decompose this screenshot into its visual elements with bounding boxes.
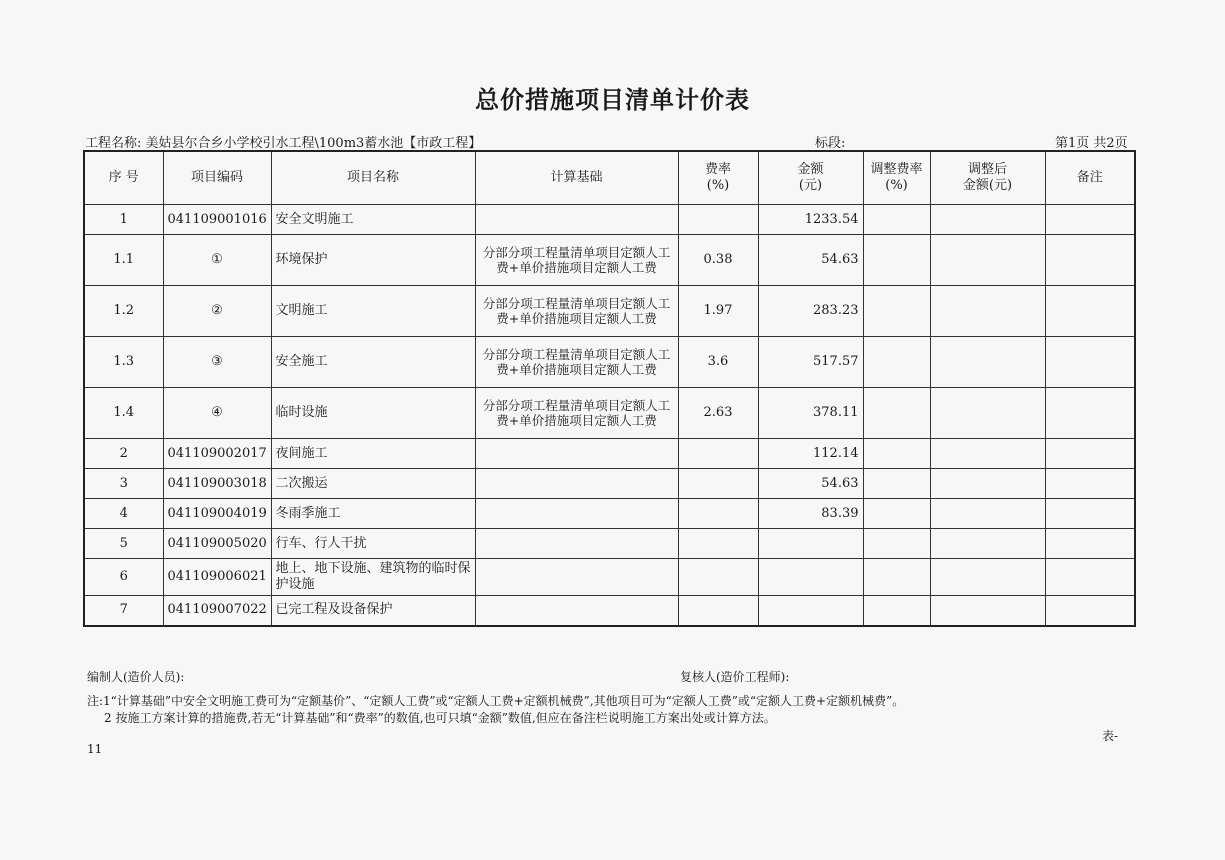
cell-basis [475,469,678,499]
table-row [84,596,1135,626]
cell-remark [1045,529,1135,559]
cell-amount: 283.23 [758,286,863,337]
table-row [84,388,1135,439]
cell-name: 临时设施 [271,388,475,439]
cell-code: 041109002017 [163,439,271,469]
cell-adjusted-rate [863,596,930,626]
cell-rate [678,205,758,235]
cell-adjusted-amount [930,286,1045,337]
cell-adjusted-amount [930,529,1045,559]
cell-name: 夜间施工 [271,439,475,469]
cell-basis [475,205,678,235]
cell-rate: 3.6 [678,337,758,388]
cell-adjusted-amount [930,596,1045,626]
cell-remark [1045,235,1135,286]
cell-basis [475,596,678,626]
note-1: 注:1“计算基础”中安全文明施工费可为“定额基价”、“定额人工费”或“定额人工费+定额机械费”,其他项目可为“定额人工费”或“定额人工费+定额机械费”。 [87,694,905,708]
cell-rate [678,559,758,596]
cell-amount: 83.39 [758,499,863,529]
cell-basis [475,499,678,529]
cell-basis [475,559,678,596]
cell-rate [678,469,758,499]
cell-amount: 112.14 [758,439,863,469]
form-number-label: 表- [1102,729,1119,743]
table-row [84,235,1135,286]
cell-adjusted-amount [930,439,1045,469]
cell-basis: 分部分项工程量清单项目定额人工费+单价措施项目定额人工费 [475,235,678,286]
table-header-row [84,151,1135,205]
cell-adjusted-rate [863,205,930,235]
cell-basis: 分部分项工程量清单项目定额人工费+单价措施项目定额人工费 [475,388,678,439]
cell-seq: 3 [84,469,163,499]
col-header-seq: 序 号 [84,151,163,205]
cell-remark [1045,596,1135,626]
cell-amount: 378.11 [758,388,863,439]
cell-seq: 5 [84,529,163,559]
cell-rate [678,439,758,469]
table-row [84,439,1135,469]
cell-remark [1045,469,1135,499]
cell-remark [1045,559,1135,596]
cell-amount: 517.57 [758,337,863,388]
cell-basis: 分部分项工程量清单项目定额人工费+单价措施项目定额人工费 [475,286,678,337]
cell-name: 二次搬运 [271,469,475,499]
cell-name: 环境保护 [271,235,475,286]
col-header-name: 项目名称 [271,151,475,205]
cell-adjusted-amount [930,337,1045,388]
cell-code: 041109005020 [163,529,271,559]
cell-code: 041109003018 [163,469,271,499]
measures-pricing-table [83,150,1136,627]
cell-name: 行车、行人干扰 [271,529,475,559]
cell-adjusted-rate [863,235,930,286]
cell-adjusted-amount [930,235,1045,286]
cell-adjusted-rate [863,529,930,559]
cell-adjusted-amount [930,559,1045,596]
col-header-amount: 金额 (元) [758,151,863,205]
col-header-remark: 备注 [1045,151,1135,205]
page-number: 11 [87,742,103,756]
cell-remark [1045,286,1135,337]
cell-rate: 1.97 [678,286,758,337]
page-count-label: 第1页 共2页 [1055,136,1128,151]
table-row [84,286,1135,337]
cell-rate [678,596,758,626]
cell-adjusted-amount [930,388,1045,439]
col-header-adjusted-rate: 调整费率 (%) [863,151,930,205]
cell-code: 041109006021 [163,559,271,596]
cell-seq: 6 [84,559,163,596]
cell-seq: 7 [84,596,163,626]
cell-code: 041109001016 [163,205,271,235]
table-row [84,205,1135,235]
cell-seq: 1.4 [84,388,163,439]
cell-adjusted-rate [863,337,930,388]
cell-amount: 54.63 [758,235,863,286]
cell-amount [758,596,863,626]
cell-amount [758,529,863,559]
cell-rate [678,529,758,559]
cell-adjusted-rate [863,388,930,439]
table-row [84,529,1135,559]
table-row [84,499,1135,529]
cell-code: ① [163,235,271,286]
cell-adjusted-rate [863,469,930,499]
cell-remark [1045,388,1135,439]
cell-adjusted-rate [863,559,930,596]
cell-adjusted-amount [930,469,1045,499]
section-label: 标段: [815,136,846,151]
cell-amount: 1233.54 [758,205,863,235]
cell-adjusted-rate [863,439,930,469]
col-header-adjusted-amount: 调整后 金额(元) [930,151,1045,205]
table-row [84,559,1135,596]
project-name-label: 工程名称: 美姑县尔合乡小学校引水工程\100m3蓄水池【市政工程】 [85,136,482,151]
cell-seq: 1 [84,205,163,235]
cell-basis [475,439,678,469]
cell-name: 已完工程及设备保护 [271,596,475,626]
compiler-label: 编制人(造价人员): [87,670,185,684]
note-2: 2 按施工方案计算的措施费,若无“计算基础”和“费率”的数值,也可只填“金额”数值,但应在备注栏说明施工方案出处或计算方法。 [104,711,776,725]
cell-adjusted-rate [863,499,930,529]
cell-code: ② [163,286,271,337]
cell-remark [1045,439,1135,469]
cell-remark [1045,205,1135,235]
table-row [84,469,1135,499]
cell-name: 安全施工 [271,337,475,388]
col-header-code: 项目编码 [163,151,271,205]
cell-remark [1045,337,1135,388]
cell-adjusted-amount [930,499,1045,529]
col-header-rate: 费率 (%) [678,151,758,205]
cell-remark [1045,499,1135,529]
cell-code: ④ [163,388,271,439]
cell-rate: 0.38 [678,235,758,286]
cell-code: 041109004019 [163,499,271,529]
page-title: 总价措施项目清单计价表 [475,86,750,114]
cell-amount [758,559,863,596]
cell-seq: 1.3 [84,337,163,388]
cell-basis: 分部分项工程量清单项目定额人工费+单价措施项目定额人工费 [475,337,678,388]
cell-name: 地上、地下设施、建筑物的临时保护设施 [271,559,475,596]
cell-code: ③ [163,337,271,388]
cell-rate [678,499,758,529]
cell-code: 041109007022 [163,596,271,626]
cell-basis [475,529,678,559]
cell-adjusted-rate [863,286,930,337]
cell-seq: 4 [84,499,163,529]
cell-amount: 54.63 [758,469,863,499]
cell-name: 安全文明施工 [271,205,475,235]
cell-seq: 2 [84,439,163,469]
table-row [84,337,1135,388]
cell-adjusted-amount [930,205,1045,235]
cell-name: 冬雨季施工 [271,499,475,529]
cell-rate: 2.63 [678,388,758,439]
cell-seq: 1.1 [84,235,163,286]
reviewer-label: 复核人(造价工程师): [680,670,790,684]
col-header-basis: 计算基础 [475,151,678,205]
cell-seq: 1.2 [84,286,163,337]
cell-name: 文明施工 [271,286,475,337]
